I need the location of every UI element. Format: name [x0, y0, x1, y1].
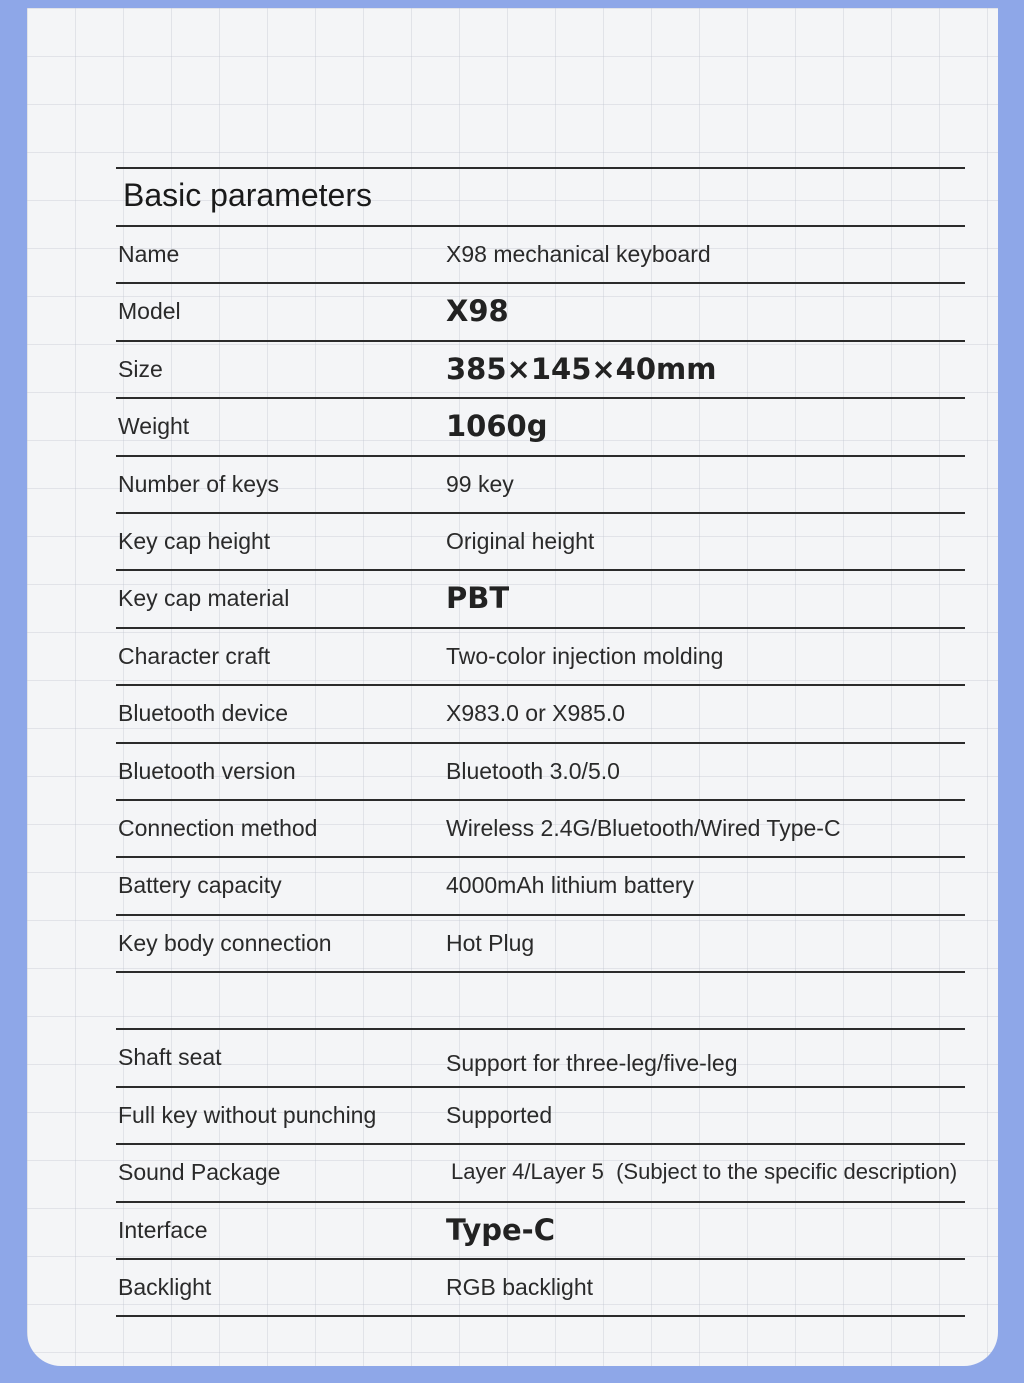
- row-label: Bluetooth version: [118, 757, 296, 784]
- row-value: Wireless 2.4G/Bluetooth/Wired Type-C: [446, 814, 841, 841]
- row-label: Battery capacity: [118, 872, 282, 899]
- row-label: Name: [118, 241, 180, 267]
- section-title: Basic parameters: [123, 177, 372, 213]
- row-label: Shaft seat: [118, 1044, 222, 1071]
- spec-card: [27, 8, 998, 1366]
- row-value: 4000mAh lithium battery: [446, 872, 695, 899]
- row-value: X98 mechanical keyboard: [446, 241, 711, 267]
- row-value: Two-color injection molding: [446, 642, 724, 669]
- row-value: PBT: [446, 581, 510, 616]
- row-value: Hot Plug: [446, 929, 535, 956]
- parameters-table: [116, 167, 965, 1317]
- table-row: [116, 1203, 965, 1258]
- row-value: Original height: [446, 527, 595, 554]
- row-label: Bluetooth device: [118, 700, 289, 727]
- table-row: [116, 1260, 965, 1315]
- table-row: [116, 1088, 965, 1143]
- row-value: Support for three-leg/five-leg: [446, 1050, 738, 1077]
- table-row: [116, 399, 965, 454]
- table-row: [116, 457, 965, 512]
- table-row: [116, 514, 965, 569]
- table-row: [116, 916, 965, 971]
- title-row: [116, 169, 965, 225]
- table-row: [116, 1145, 965, 1200]
- row-label: Size: [118, 355, 163, 382]
- row-value: Bluetooth 3.0/5.0: [446, 757, 620, 784]
- row-label: Interface: [118, 1216, 208, 1243]
- table-row: [116, 686, 965, 741]
- table-row: [116, 284, 965, 339]
- row-value: 385×145×40mm: [446, 351, 717, 386]
- table-row: [116, 342, 965, 397]
- table-row-empty: [116, 973, 965, 1028]
- row-label: Backlight: [118, 1274, 212, 1301]
- row-label: Key cap height: [118, 527, 271, 554]
- row-value: Supported: [446, 1101, 553, 1128]
- row-label: Model: [118, 298, 181, 325]
- row-label: Connection method: [118, 814, 318, 841]
- row-value: RGB backlight: [446, 1274, 594, 1301]
- table-row: [116, 629, 965, 684]
- row-label: Sound Package: [118, 1159, 281, 1186]
- table-bottom-rule: [116, 1315, 965, 1317]
- row-label: Character craft: [118, 642, 271, 669]
- row-value: 1060g: [446, 409, 548, 444]
- row-value: X98: [446, 294, 509, 329]
- table-row: [116, 858, 965, 913]
- table-row: [116, 801, 965, 856]
- row-label: Full key without punching: [118, 1101, 377, 1128]
- row-value: Type-C: [446, 1212, 555, 1247]
- row-label: Weight: [118, 413, 190, 440]
- row-value: Layer 4/Layer 5 (Subject to the specific description): [451, 1159, 958, 1185]
- row-label: Key cap material: [118, 585, 290, 612]
- table-row: [116, 744, 965, 799]
- row-label: Key body connection: [118, 929, 332, 956]
- table-row: [116, 1030, 965, 1085]
- table-row: [116, 227, 965, 282]
- row-value: 99 key: [446, 470, 514, 497]
- row-label: Number of keys: [118, 470, 280, 497]
- table-row: [116, 571, 965, 626]
- row-value: X983.0 or X985.0: [446, 700, 626, 727]
